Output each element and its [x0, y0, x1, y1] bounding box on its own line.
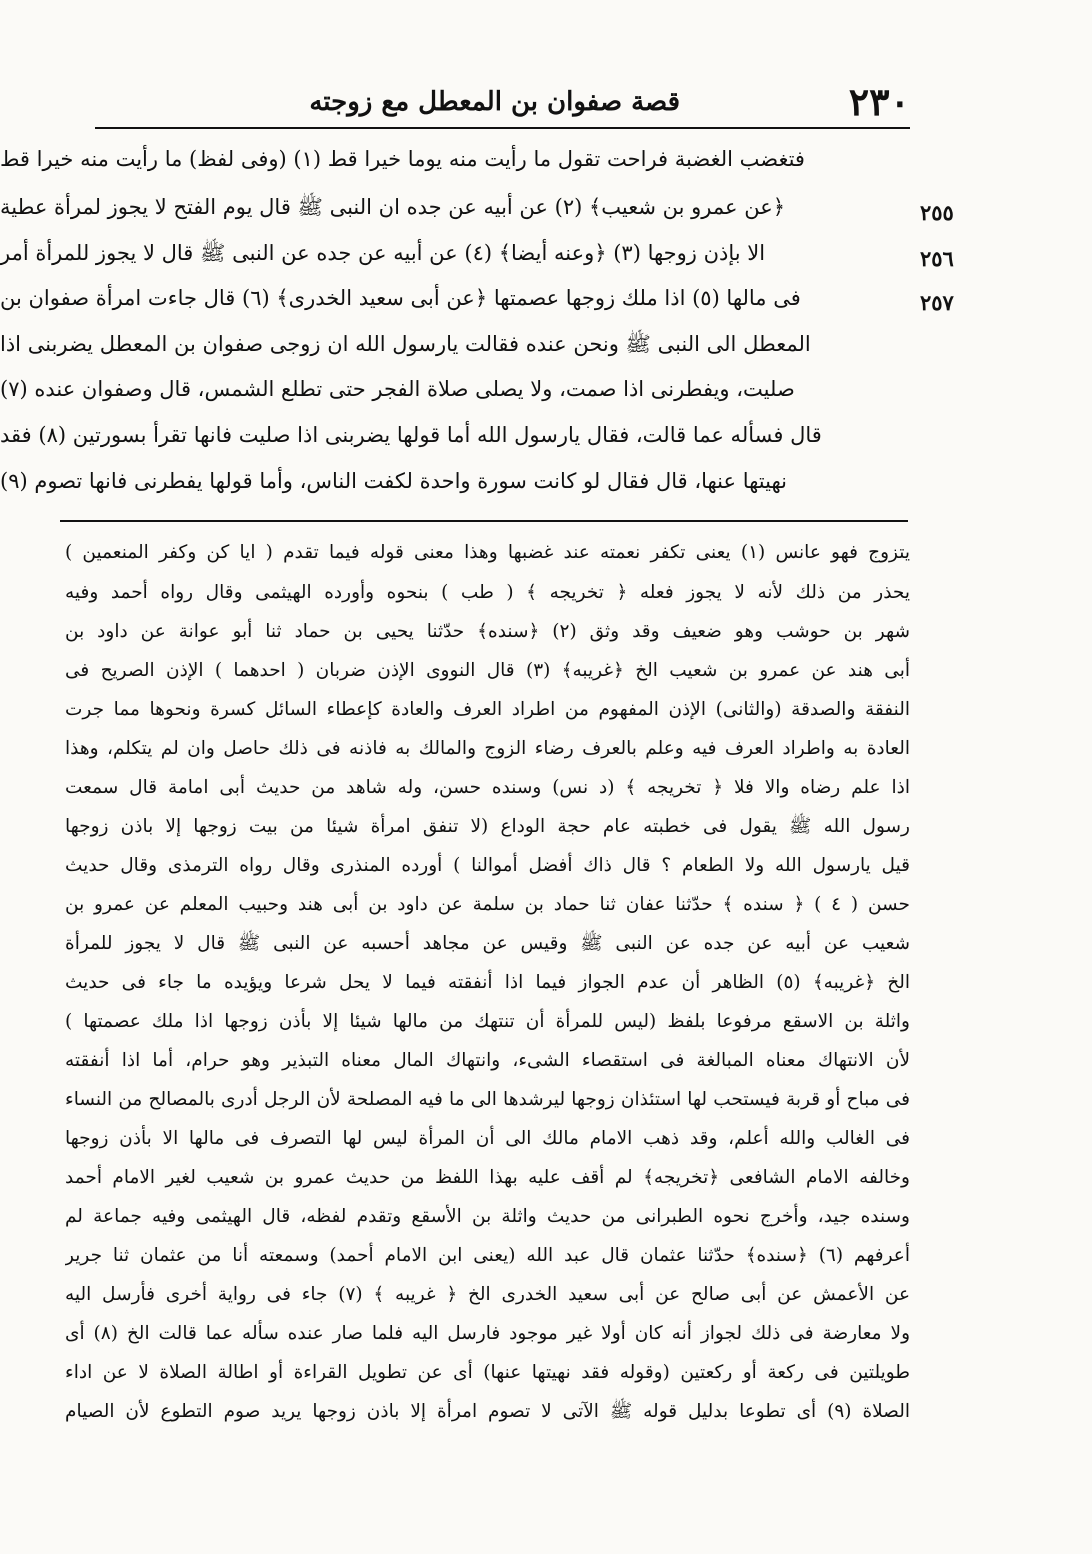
footnote-line: يحذر من ذلك لأنه لا يجوز فعله ﴿ تخريجه ﴾ ( طب ) بنحوه وأورده الهيثمى وقال رواه أحمد وفيه — [65, 582, 910, 603]
footnote-line: واثلة بن الاسقع مرفوعا بلفظ (ليس للمرأة أن تنتهك من مالها شيئا إلا بأذن زوجها اذا ملك عصمتها ) — [65, 1011, 910, 1032]
footnote-line: النفقة والصدقة (والثانى) الإذن المفهوم من اطراد العرف والعادة كإعطاء السائل كسرة ونحوها مما جرت — [65, 699, 910, 720]
footnote-line: العادة به واطراد العرف فيه وعلم بالعرف رضاء الزوج والمالك به فاذنه فى ذلك حاصل وان لم يتكلم، وهذا — [65, 738, 910, 759]
running-title: قصة صفوان بن المعطل مع زوجته — [309, 87, 680, 117]
footnote-line: وخالفه الامام الشافعى ﴿تخريجه﴾ لم أقف عليه بهذا اللفظ من حديث عمرو بن شعيب لغير الامام أحمد — [65, 1167, 910, 1188]
footnote-line: لأن الانتهاك معناه المبالغة فى استقصاء الشىء، وانتهاك المال معناه التبذير وهو حرام، أما اذا أنفقته — [65, 1050, 910, 1071]
footnote-line: طويلتين فى ركعة أو ركعتين (وقوله فقد نهيتها عنها) أى عن تطويل القراءة أو اطالة الصلاة لا عن اداء — [65, 1362, 910, 1383]
footnote-line: فى الغالب والله أعلم، وقد ذهب الامام مالك الى أن المرأة ليس لها التصرف فى مالها الا بأذن زوجها — [65, 1128, 910, 1149]
hadith-number: ٢٥٥ — [920, 200, 954, 225]
main-line: ﴿عن عمرو بن شعيب﴾ (٢) عن أبيه عن جده ان النبى ﷺ قال يوم الفتح لا يجوز لمرأة عطية — [0, 195, 786, 219]
footnote-line: ولا معارضة فى ذلك لجواز أنه كان أولا غير موجود فارسل اليه فلما صار عنده سأله عما قالت الخ (٨) أى — [65, 1323, 910, 1344]
main-line: الا بإذن زوجها (٣) ﴿وعنه أيضا﴾ (٤) عن أبيه عن جده عن النبى ﷺ قال لا يجوز للمرأة أمر — [0, 241, 766, 265]
main-line: المعطل الى النبى ﷺ ونحن عنده فقالت يارسول الله ان زوجى صفوان بن المعطل يضربنى اذا — [0, 332, 811, 356]
footnote-line: اذا علم رضاه والا فلا ﴿ تخريجه ﴾ (د نس) وسنده حسن، وله شاهد من حديث أبى امامة قال سمعت — [65, 777, 910, 798]
footnote-line: الخ ﴿غريبه﴾ (٥) الظاهر أن عدم الجواز فيما اذا أنفقته فيما لا يحل شرعا ويؤيده ما جاء فى حديث — [65, 972, 910, 993]
header-rule — [95, 127, 910, 129]
main-line: فى مالها (٥) اذا ملك زوجها عصمتها ﴿عن أبى سعيد الخدرى﴾ (٦) قال جاءت امرأة صفوان بن — [0, 286, 801, 310]
main-line: نهيتها عنها، قال فقال لو كانت سورة واحدة لكفت الناس، وأما قولها يفطرنى فانها تصوم (٩) — [0, 469, 787, 493]
footnote-line: فى مباح أو قربة فيستحب لها استئذان زوجها ليرشدها الى ما فيه المصلحة لأن الرجل أدرى بالمصالح من النساء — [65, 1089, 910, 1110]
footnote-line: أبى هند عن عمرو بن شعيب الخ ﴿غريبه﴾ (٣) قال النووى الإذن ضربان ( احدهما ) الإذن الصريح فى — [65, 660, 910, 681]
footnote-line: عن الأعمش عن أبى صالح عن أبى سعيد الخدرى الخ ﴿ غريبه ﴾ (٧) جاء فى رواية أخرى فأرسل اليه — [65, 1284, 910, 1305]
footnote-separator — [60, 520, 908, 522]
main-line: صليت، ويفطرنى اذا صمت، ولا يصلى صلاة الفجر حتى تطلع الشمس، قال وصفوان عنده (٧) — [0, 377, 795, 401]
main-line: قال فسأله عما قالت، فقال يارسول الله أما قولها يضربنى اذا صليت فانها تقرأ بسورتين (٨) فقد — [0, 423, 822, 447]
footnote-line: يتزوج فهو عانس (١) يعنى تكفر نعمته عند غضبها وهذا معنى قوله فيما تقدم ( ايا كن وكفر المنعمين ) — [65, 542, 910, 563]
footnote-line: شهر بن حوشب وهو ضعيف وقد وثق (٢) ﴿سنده﴾ حدّثنا يحيى بن حماد ثنا أبو عوانة عن داود بن — [65, 621, 910, 642]
footnote-line: قيل يارسول الله ولا الطعام ؟ قال ذاك أفضل أموالنا ) أورده المنذرى وقال رواه الترمذى وقال حديث — [65, 855, 910, 876]
page-number: ٢٣٠ — [848, 79, 910, 124]
page-header — [95, 80, 910, 124]
footnote-line: شعيب عن أبيه عن جده عن النبى ﷺ وقيس عن مجاهد أحسبه عن النبى ﷺ قال لا يجوز للمرأة — [65, 933, 910, 954]
main-line: فتغضب الغضبة فراحت تقول ما رأيت منه يوما خيرا قط (١) (وفى لفظ) ما رأيت منه خيرا قط — [0, 147, 805, 171]
footnote-line: حسن ( ٤ ) ﴿ سنده ﴾ حدّثنا عفان ثنا حماد بن سلمة عن داود بن أبى هند وحبيب المعلم عن عمرو بن — [65, 894, 910, 915]
hadith-number: ٢٥٦ — [920, 246, 954, 271]
footnote-line: الصلاة (٩) أى تطوعا بدليل قوله ﷺ الآتى لا تصوم امرأة إلا باذن زوجها يريد صوم التطوع لأن الصيام — [65, 1401, 910, 1422]
footnote-line: وسنده جيد، وأخرج نحوه الطبرانى من حديث واثلة بن الأسقع وتقدم لفظه، قال الهيثمى وفيه جماعة لم — [65, 1206, 910, 1227]
footnote-line: رسول الله ﷺ يقول فى خطبته عام حجة الوداع (لا تنفق امرأة شيئا من بيت زوجها إلا باذن زوجها — [65, 816, 910, 837]
hadith-number: ٢٥٧ — [920, 290, 954, 315]
footnote-line: أعرفهم (٦) ﴿سنده﴾ حدّثنا عثمان قال عبد الله (يعنى ابن الامام أحمد) وسمعته أنا من عثمان ثنا جرير — [65, 1245, 910, 1266]
